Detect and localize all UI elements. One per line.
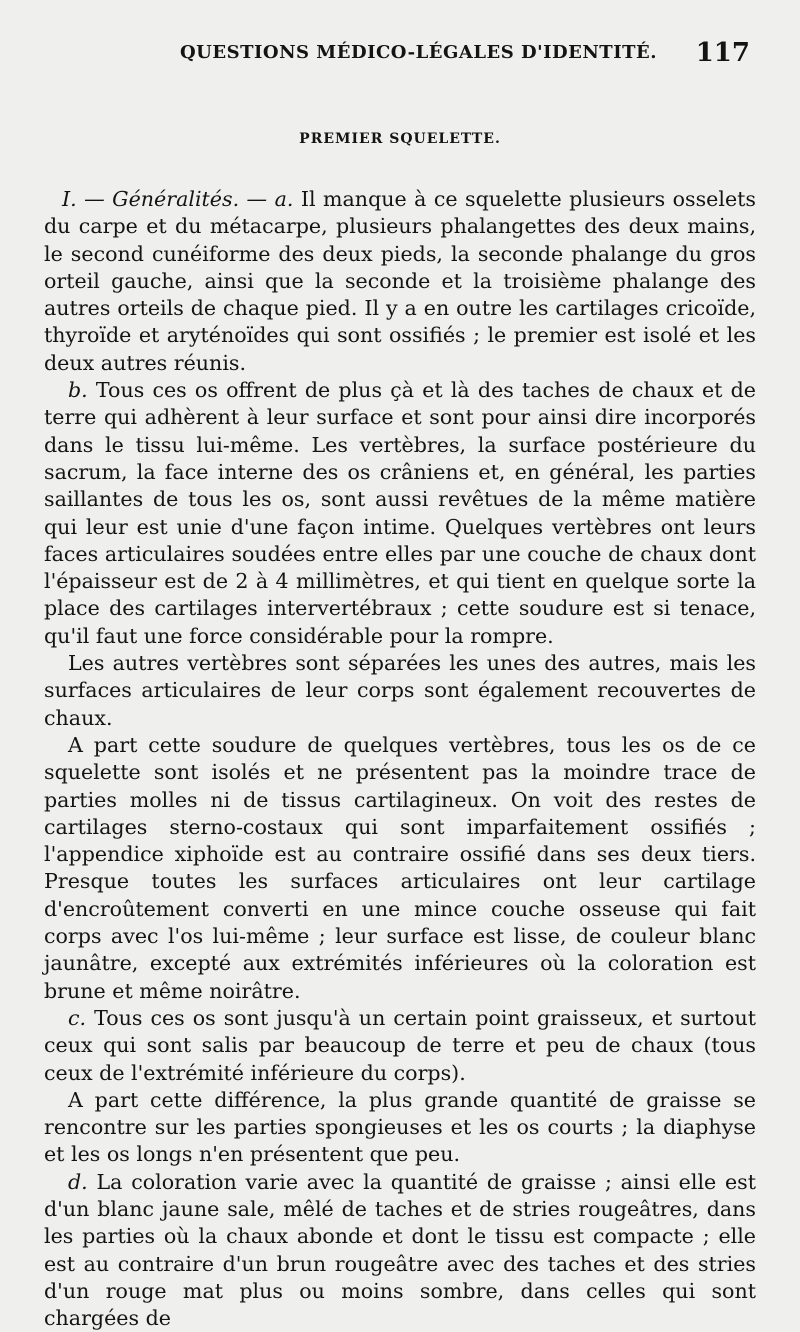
paragraph-c — [44, 1005, 756, 1087]
paragraph-lead: I. — Généralités. — a. — [62, 187, 294, 211]
paragraph-text: A part cette différence, la plus grande quantité de graisse se rencontre sur les parties spongieuses et les os courts ; la diaphyse et les os longs n'en présentent que peu. — [44, 1087, 756, 1167]
paragraph-lead: c. — [68, 1005, 87, 1030]
paragraph-text: Tous ces os sont jusqu'à un certain point graisseux, et surtout ceux qui sont salis par beaucoup de terre et peu de chaux (tous ceux de l'extrémité inférieure du corps). — [44, 1005, 756, 1085]
paragraph-autres-vertebres — [44, 650, 756, 732]
running-head: QUESTIONS MÉDICO-LÉGALES D'IDENTITÉ. — [180, 42, 657, 63]
paragraph-d — [44, 1169, 756, 1332]
paragraph-text: Les autres vertèbres sont séparées les unes des autres, mais les surfaces articulaires de leur corps sont également recouvertes de chaux. — [44, 651, 756, 730]
paragraph-graisse — [44, 1087, 756, 1169]
paragraph-text: A part cette soudure de quelques vertèbres, tous les os de ce squelette sont isolés et ne présentent pas la moindre trace de parties molles ni de tissus cartilagineux. On voit des restes de cartilages sterno-costaux qui sont imparfaitement ossifiés ; l'appendice xiphoïde est au contraire ossifié dans ses deux tiers. Presque toutes les surfaces articulaires ont leur cartilage d'encroûtement converti en une mince couche osseuse qui fait corps avec l'os lui-même ; leur surface est lisse, de couleur blanc jaunâtre, excepté aux extrémités inférieures où la coloration est brune et même noirâtre. — [44, 732, 756, 1003]
page-number: 117 — [695, 38, 750, 68]
paragraph-lead: d. — [68, 1169, 88, 1194]
paragraph-soudure — [44, 732, 756, 1005]
paragraph-generalites — [44, 186, 756, 377]
paragraph-b — [44, 377, 756, 650]
body-text — [44, 186, 756, 1332]
page-header — [44, 38, 760, 72]
paragraph-text: Tous ces os offrent de plus çà et là des taches de chaux et de terre qui adhèrent à leur surface et sont pour ainsi dire incorporés dans le tissu lui-même. Les vertèbres, la surface postérieure du sacrum, la face interne des os crâniens et, en général, les parties saillantes de tous les os, sont aussi revêtues de la même matière qui leur est unie d'une façon intime. Quelques vertèbres ont leurs faces articulaires soudées entre elles par une couche de chaux dont l'épaisseur est de 2 à 4 millimètres, et qui tient en quelque sorte la place des cartilages intervertébraux ; cette soudure est si tenace, qu'il faut une force considérable pour la rompre. — [44, 378, 756, 648]
paragraph-text: La coloration varie avec la quantité de graisse ; ainsi elle est d'un blanc jaune sale, mêlé de taches et de stries rougeâtres, dans les parties où la chaux abonde et dont le tissu est compacte ; elle est au contraire d'un brun rougeâtre avec des taches et des stries d'un rouge mat plus ou moins sombre, dans celles qui sont chargées de — [44, 1169, 756, 1331]
section-title: PREMIER SQUELETTE. — [299, 131, 501, 147]
paragraph-lead: b. — [68, 378, 88, 403]
paragraph-text: Il manque à ce squelette plusieurs osselets du carpe et du métacarpe, plusieurs phalangettes des deux mains, le second cunéiforme des deux pieds, la seconde phalange du gros orteil gauche, ainsi que la seconde et la troisième phalange des autres orteils de chaque pied. Il y a en outre les cartilages cricoïde, thyroïde et aryténoïdes qui sont ossifiés ; le premier est isolé et les deux autres réunis. — [44, 187, 756, 375]
